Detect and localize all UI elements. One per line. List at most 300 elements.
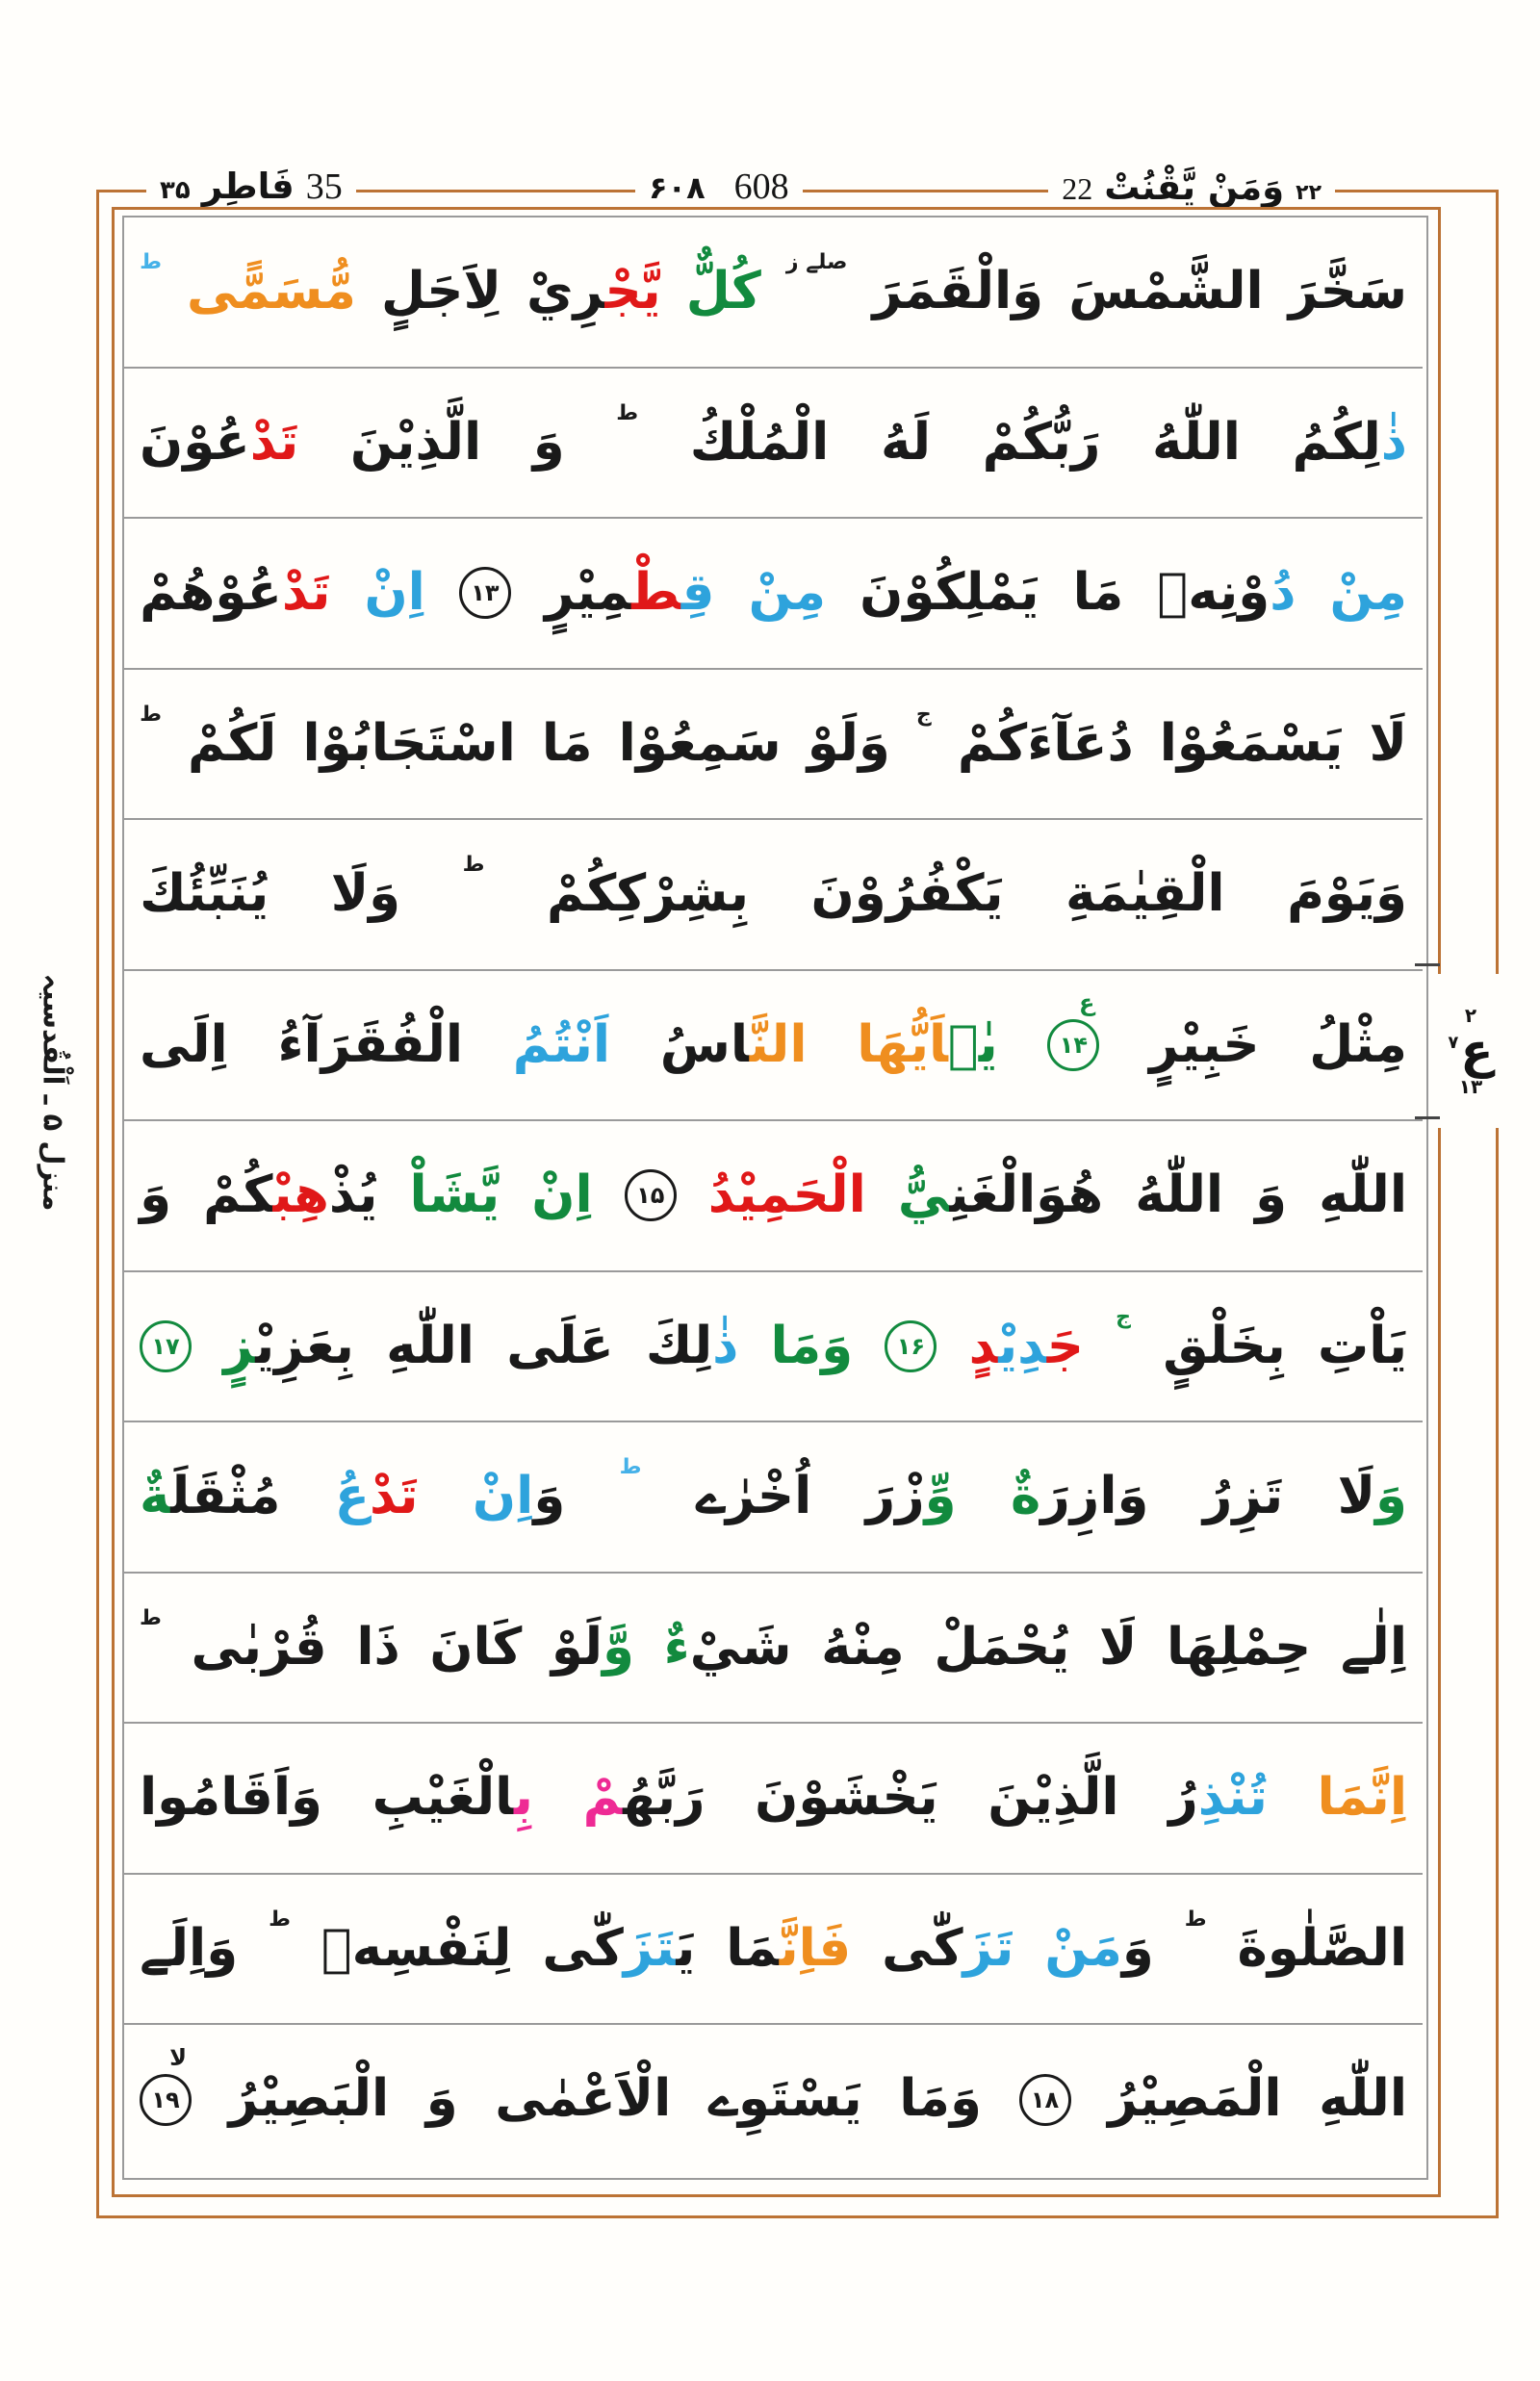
ruku-number-below: ۱۳ (1458, 1075, 1483, 1098)
word (899, 2071, 982, 2127)
word (1149, 1014, 1260, 1074)
word-segment: ةٌ (140, 1467, 171, 1526)
pause-mark (463, 854, 485, 877)
word-segment: وَ (1121, 1918, 1154, 1978)
word-segment: يُنَبِّئُكَ (140, 864, 270, 924)
word-segment: اللّٰهُ (1135, 1165, 1224, 1225)
word-segment: الْقِيٰمَةِ (1065, 864, 1225, 924)
word-segment: يَخْشَوْنَ (755, 1768, 938, 1828)
word-segment: الْمَصِيْرُ (1108, 2069, 1282, 2129)
word-segment: هِبْ (272, 1165, 329, 1225)
word-segment: زٍ (223, 1316, 256, 1375)
word-segment: فَاِنَّ (779, 1918, 852, 1978)
word-segment: ط (1184, 1907, 1207, 1933)
word-segment: تَدْ (281, 563, 331, 623)
ruku-number-above: ۲ (1464, 1004, 1477, 1027)
word-segment: تَزِرُ (1202, 1467, 1284, 1526)
manzil-text: منزل ۵ ـ اَلْقُدسیہ (36, 973, 69, 1212)
word-segment: اللّٰهُ (1152, 412, 1241, 472)
word-segment: جَ (1046, 1316, 1084, 1375)
word-segment: مُّسَمًّى (186, 262, 356, 321)
word-segment: وْنِهٖ (1157, 563, 1270, 623)
word-segment: اللّٰهِ (1319, 2069, 1407, 2129)
word-segment: يَسْتَوِے (707, 2069, 862, 2129)
word-segment: سَخَّرَ (1288, 262, 1407, 321)
word-segment: الْبَصِيْرُ (228, 2069, 390, 2129)
word-segment: عَلَى (506, 1316, 614, 1375)
word-segment: اَنْتُمُ (512, 1014, 611, 1074)
word (223, 1316, 354, 1375)
word-segment: ذٰ (712, 1316, 739, 1375)
word (526, 264, 661, 320)
word-segment: ج (1116, 1304, 1132, 1329)
word (898, 1167, 1103, 1223)
word (140, 1918, 239, 1978)
ain-icon: ع (1460, 1023, 1494, 1079)
word (982, 412, 1101, 472)
word-segment: خَبِيْرٍ (1149, 1014, 1260, 1074)
word (140, 1469, 280, 1524)
word (302, 713, 516, 773)
word (1044, 1918, 1154, 1978)
word-segment: ذٰ (1380, 412, 1407, 472)
word-segment: وَاَقَامُوا (140, 1768, 322, 1828)
word-segment: وَ (1255, 1165, 1288, 1225)
word (1098, 1617, 1138, 1677)
word (1168, 1770, 1268, 1826)
word (372, 1770, 533, 1826)
word (807, 713, 890, 773)
page-number-latin: 608 (733, 166, 789, 207)
word (1329, 565, 1407, 621)
word-segment: مِنْ (1329, 563, 1407, 623)
word (1338, 1469, 1407, 1524)
word-segment: تَدْ (370, 1467, 419, 1526)
pause-mark (1185, 1908, 1207, 1932)
word-segment: دِيْ (998, 1316, 1047, 1375)
word-segment: حِمْلِهَا (1166, 1617, 1312, 1677)
word-segment: رُ (1168, 1768, 1198, 1828)
quran-line-3 (124, 519, 1423, 670)
word (1065, 866, 1225, 922)
pause-mark (916, 704, 932, 727)
word (821, 1617, 905, 1677)
word (473, 1469, 565, 1524)
word-segment: الْفُقَرَآءُ (277, 1014, 464, 1074)
word (203, 1167, 377, 1223)
word (708, 2071, 862, 2127)
word-segment: الشَّمْسَ (1068, 262, 1264, 321)
word (188, 713, 277, 773)
word-segment: ط (140, 1605, 162, 1630)
word-segment: تُنْذِ (1197, 1768, 1268, 1828)
word (1289, 264, 1407, 320)
border-tick-icon (1415, 963, 1440, 966)
word (364, 565, 424, 621)
word-segment: ط (140, 250, 162, 275)
word-segment: ط (619, 1455, 642, 1480)
word-segment: بِعَزِيْ (255, 1316, 354, 1375)
word-segment: ج (915, 702, 932, 727)
word-segment: وَيَوْمَ (1287, 864, 1407, 924)
word (426, 2071, 458, 2127)
word-segment: شَيْ (689, 1617, 792, 1677)
word-segment: رَبَّهُ (623, 1768, 706, 1828)
quran-line-6 (124, 971, 1423, 1122)
word (140, 1770, 322, 1826)
word (1319, 2071, 1407, 2127)
word (1340, 1617, 1407, 1677)
word (1255, 1167, 1287, 1223)
word (663, 1617, 792, 1677)
word-segment: عُوْهُمْ (140, 563, 282, 623)
word (1163, 1316, 1286, 1375)
ayah-number: ۱۴ (1059, 1031, 1089, 1059)
word-segment: تَزَ (623, 1918, 677, 1978)
word (331, 866, 400, 922)
ayah-marker (459, 567, 511, 619)
quran-text-block (124, 218, 1423, 2174)
pause-mark (269, 1908, 291, 1932)
word (140, 1014, 228, 1074)
word (531, 1167, 592, 1223)
ayah-number: ۱۷ (151, 1332, 180, 1360)
word (532, 412, 565, 472)
word-segment: الْغَيْبِ (372, 1768, 515, 1828)
juz-number-urdu: ۲۲ (1296, 181, 1322, 205)
word-segment: قُرْبٰى (191, 1617, 327, 1677)
word-segment: اَيُّهَا (857, 1014, 948, 1074)
word-segment: مَا (726, 1918, 780, 1978)
word-segment: عُوْنَ (140, 412, 250, 472)
word-segment: وَ (140, 1165, 172, 1225)
ayah-number: ۱۸ (1030, 2086, 1060, 2113)
word (866, 1469, 957, 1524)
word (860, 565, 1039, 621)
word-segment: مَنْ (1044, 1918, 1122, 1978)
word (1159, 713, 1344, 773)
ayah-number: ۱۹ (151, 2086, 180, 2113)
quran-line-5 (124, 820, 1423, 971)
word-segment: مَا (1072, 563, 1124, 623)
ayah-number: ۱۳ (471, 579, 500, 607)
word-segment: مِيْرٍ (545, 563, 632, 623)
ayah-marker (140, 1320, 192, 1372)
pause-mark (620, 1456, 642, 1479)
word-segment: دُ (1270, 563, 1296, 623)
word-segment: لَهُ (880, 412, 932, 472)
word-segment: لِكَ (645, 1316, 713, 1375)
word-segment: تَزَ (962, 1918, 1014, 1978)
word (541, 713, 593, 773)
surah-number-urdu: ۳۵ (160, 176, 191, 205)
word (872, 264, 1043, 320)
word-segment: مِنْ (748, 563, 827, 623)
word-segment: وَازِرَ (1040, 1467, 1149, 1526)
juz-number-latin: 22 (1062, 171, 1093, 206)
word (880, 412, 932, 472)
word-segment: وَلَوْ (807, 713, 890, 773)
ruku-ain-row (1448, 1023, 1494, 1079)
word (968, 1316, 1084, 1375)
word-segment: يَسْمَعُوْا (1159, 713, 1344, 773)
page-header (96, 144, 1499, 208)
word-segment: يُحْمَلْ (934, 1617, 1070, 1677)
border-tick-icon (1415, 1116, 1440, 1119)
word-segment: يَّشَاْ (409, 1165, 500, 1225)
ayah-marker (140, 2043, 192, 2126)
word-segment: كُلٌّ (685, 262, 761, 321)
word-segment: مْ (582, 1768, 624, 1828)
word-segment: الْحَمِيْدُ (707, 1165, 866, 1225)
word (726, 1918, 852, 1978)
word (140, 1167, 171, 1223)
ayah-number: ۱۶ (896, 1332, 926, 1360)
word-segment: ط (462, 853, 485, 878)
word (356, 1617, 400, 1677)
word (857, 1014, 998, 1074)
word-segment: وَ (1375, 1467, 1407, 1526)
word (1292, 412, 1408, 472)
word-segment: زْرَ (865, 1467, 925, 1526)
ayah-marker (885, 1320, 937, 1372)
word-segment: وَ (532, 412, 565, 472)
word-segment: اِلَى (140, 1014, 228, 1074)
word-segment: الَّذِيْنَ (349, 412, 482, 472)
word-segment: وَاِلَے (140, 1918, 239, 1978)
word-segment: كّٰى (882, 1918, 963, 1978)
word (1157, 565, 1296, 621)
pause-mark: ع (1078, 988, 1095, 1016)
word-segment: لَا (1098, 1617, 1138, 1677)
word (321, 1918, 512, 1978)
pause-mark (140, 1607, 162, 1630)
quran-line-7 (124, 1121, 1423, 1272)
word (140, 565, 330, 621)
word (1068, 264, 1263, 320)
quran-line-10 (124, 1574, 1423, 1725)
pause-mark (140, 704, 162, 727)
word (696, 1469, 811, 1524)
pause-mark (140, 251, 162, 274)
word (583, 1770, 706, 1826)
word (689, 412, 830, 472)
word-segment: رَبُّكُمْ (982, 412, 1101, 472)
word (140, 412, 299, 472)
word (1309, 1014, 1407, 1074)
word-segment: يَاْتِ (1317, 1316, 1407, 1375)
quran-line-1 (124, 218, 1423, 369)
word (659, 1014, 808, 1074)
word-segment: دٍ (968, 1316, 999, 1375)
word-segment: اِنْ (364, 563, 425, 623)
word-segment: ةٌ (1011, 1467, 1041, 1526)
word (1108, 2071, 1281, 2127)
word (140, 866, 269, 922)
word-segment: يَ (676, 1918, 696, 1978)
word (1369, 713, 1407, 773)
word-segment: عُ (334, 1467, 371, 1526)
word (545, 565, 715, 621)
ayah-number: ۱۵ (636, 1182, 665, 1210)
word (618, 713, 782, 773)
word-segment: لَكُمْ (188, 713, 277, 773)
word (882, 1918, 1014, 1978)
manzil-label (17, 943, 89, 1242)
word-segment: سَمِعُوْا (618, 713, 782, 773)
word-segment: ط (616, 400, 639, 425)
word-segment: اِنَّمَا (1317, 1768, 1407, 1828)
word (770, 1316, 854, 1375)
word-segment: يٰۤ (947, 1014, 998, 1074)
word (957, 713, 1134, 773)
surah-number-latin: 35 (305, 166, 343, 207)
word-segment: الصَّلٰوةَ (1237, 1918, 1407, 1978)
word (506, 1316, 614, 1375)
pause-mark (616, 402, 638, 425)
word-segment: كَانَ (429, 1617, 523, 1677)
word-segment: رِيْ (526, 262, 605, 321)
word-segment: لِكُمُ (1292, 412, 1381, 472)
word (386, 1316, 475, 1375)
word-segment: اِنْ (531, 1165, 593, 1225)
word (1319, 1167, 1407, 1223)
word (409, 1167, 500, 1223)
ayah-marker (1019, 2074, 1071, 2126)
word-segment: لَا (1369, 713, 1407, 773)
quran-line-9 (124, 1422, 1423, 1574)
word-segment: اِنْ (472, 1467, 534, 1526)
ayah-marker (625, 1169, 677, 1221)
word-segment: لِنَفْسِهٖ (321, 1918, 512, 1978)
word-segment: وَّ (603, 1617, 634, 1677)
quran-line-13 (124, 2025, 1423, 2174)
quran-line-8 (124, 1272, 1423, 1423)
word (755, 1770, 938, 1826)
word-segment: يَمْلِكُوْنَ (860, 563, 1040, 623)
pause-mark (1116, 1306, 1131, 1329)
word-segment: ذَا (356, 1617, 400, 1677)
ruku-number-beside: ۷ (1448, 1033, 1459, 1053)
word (349, 412, 482, 472)
word (1166, 1617, 1312, 1677)
word-segment: مَا (541, 713, 593, 773)
word (1152, 412, 1241, 472)
word-segment: وَمَا (770, 1316, 854, 1375)
word-segment: وَالْقَمَرَ (872, 262, 1044, 321)
word-segment: مِنْهُ (821, 1617, 905, 1677)
word (811, 866, 1004, 922)
word-segment: اسُ (659, 1014, 750, 1074)
ruku-marker (1432, 974, 1509, 1128)
word (708, 1167, 866, 1223)
word (381, 264, 501, 320)
word (749, 565, 827, 621)
word (1135, 1167, 1223, 1223)
word-segment: اِلٰے (1340, 1617, 1407, 1677)
word (495, 2071, 671, 2127)
word (1011, 1469, 1148, 1524)
word (686, 264, 761, 320)
word-segment: كُمْ (203, 1165, 273, 1225)
word (645, 1316, 739, 1375)
word-segment: لِاَجَلٍ (380, 262, 501, 321)
word-segment: يُّ (897, 1165, 950, 1225)
word-segment: وِّ (924, 1467, 957, 1526)
word-segment: الْمُلْكُ (689, 412, 830, 472)
quran-line-11 (124, 1724, 1423, 1875)
word (1073, 565, 1124, 621)
word-segment: لَوْ (551, 1617, 603, 1677)
word-segment: بِخَلْقٍ (1163, 1316, 1286, 1375)
juz-name: وَمَنْ يَّقْنُتْ (1104, 166, 1285, 208)
word (277, 1014, 464, 1074)
word (988, 1770, 1118, 1826)
word (335, 1469, 419, 1524)
quran-line-4 (124, 670, 1423, 821)
quran-line-2 (124, 369, 1423, 520)
word-segment: دُعَآءَكُمْ (957, 713, 1134, 773)
word-segment: ط (269, 1907, 291, 1933)
word-segment: وَمَا (899, 2069, 982, 2129)
word-segment: يُذْ (328, 1165, 378, 1225)
quran-line-12 (124, 1875, 1423, 2026)
word-segment: بِشِرْكِكُمْ (547, 864, 750, 924)
word (551, 1617, 634, 1677)
word-segment: وَ (533, 1467, 566, 1526)
word (229, 2071, 390, 2127)
word-segment: وَ (425, 2069, 458, 2129)
word-segment: اُخْرٰے (695, 1467, 812, 1526)
word-segment: طْ (631, 563, 681, 623)
word-segment: ءٌ (663, 1617, 690, 1677)
word (934, 1617, 1070, 1677)
word-segment: صلے ز (785, 250, 848, 275)
word-segment: اسْتَجَابُوْا (302, 713, 516, 773)
pause-mark (786, 251, 847, 274)
word-segment: يَكْفُرُوْنَ (810, 864, 1004, 924)
word (542, 1918, 696, 1978)
ayah-marker (1047, 988, 1099, 1071)
word-segment: وَلَا (330, 864, 401, 924)
word-segment: اللّٰهِ (1319, 1165, 1407, 1225)
word (191, 1617, 327, 1677)
pause-mark: لا (169, 2043, 188, 2071)
word (1317, 1316, 1407, 1375)
word-segment: اللّٰهِ (386, 1316, 475, 1375)
surah-name: فَاطِر (201, 166, 295, 207)
word-segment: مِثْلُ (1309, 1014, 1407, 1074)
word (1317, 1770, 1407, 1826)
word-segment: لَا (1337, 1467, 1376, 1526)
word (1287, 866, 1407, 922)
word-segment: الْاَعْمٰى (495, 2069, 672, 2129)
word-segment: هُوَالْغَنِ (949, 1165, 1104, 1225)
word (547, 866, 749, 922)
word-segment: ط (140, 702, 162, 727)
word (1203, 1469, 1283, 1524)
word-segment: بِ (514, 1768, 533, 1828)
word (512, 1014, 611, 1074)
word (1237, 1918, 1407, 1978)
page-number-urdu: ۶۰۸ (649, 169, 706, 206)
word-segment: كّٰى (542, 1918, 624, 1978)
word-segment: مُثْقَلَ (170, 1467, 281, 1526)
word-segment: يَّجْ (604, 262, 661, 321)
word-segment: قِ (680, 563, 715, 623)
word-segment: تَدْ (249, 412, 299, 472)
word-segment: الَّذِيْنَ (988, 1768, 1119, 1828)
